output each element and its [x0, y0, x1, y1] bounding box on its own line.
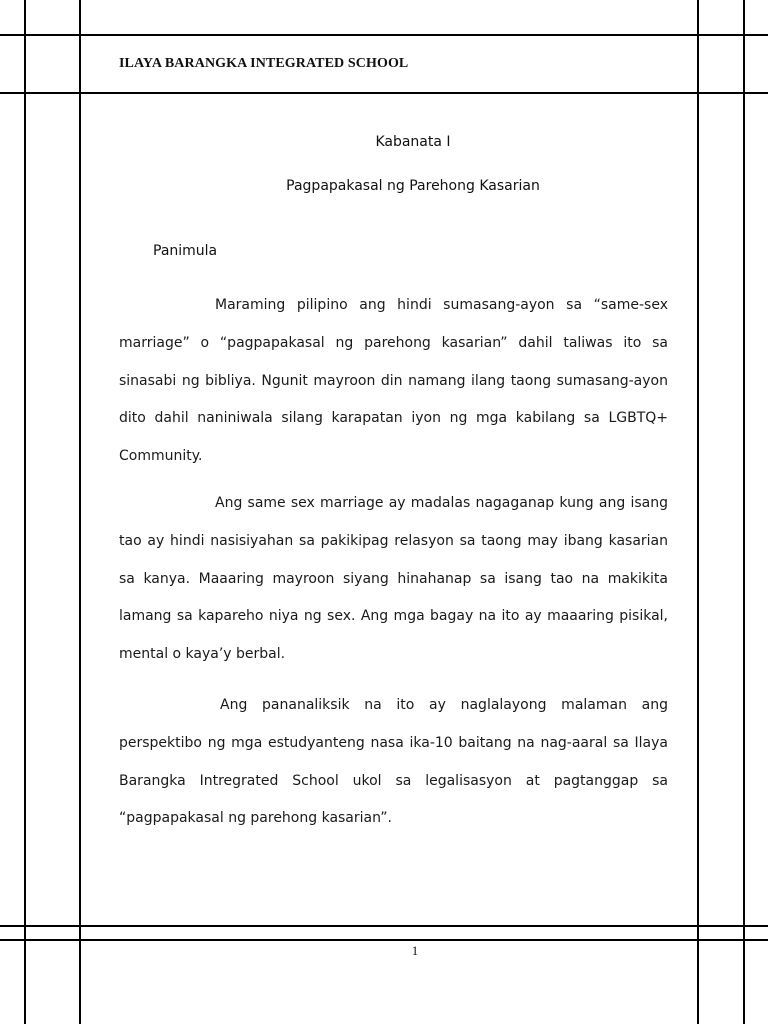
paragraph-2: Ang same sex marriage ay madalas nagaganap kung ang isang tao ay hindi nasisiyahan sa pakikipag relasyon sa taong may ibang kasarian sa kanya. Maaaring mayroon siyang hinahanap sa isang tao na makikita lamang sa kapareho niya ng sex. Ang mga bagay na ito ay maaaring pisikal, mental o kaya’y berbal.: [119, 495, 668, 663]
chapter-title: Pagpapakasal ng Parehong Kasarian: [286, 178, 540, 194]
paragraph-3: Ang pananaliksik na ito ay naglalayong malaman ang perspektibo ng mga estudyanteng nasa ika-10 baitang na nag-aaral sa Ilaya Barangka Intregrated School ukol sa legalisasyon at pagtanggap sa “pagpapakasal ng parehong kasarian”.: [119, 697, 668, 827]
school-header: ILAYA BARANGKA INTEGRATED SCHOOL: [119, 56, 409, 71]
border-line-top-inner: [0, 92, 768, 94]
border-line-top-outer: [0, 34, 768, 36]
border-line-bottom-inner: [0, 925, 768, 927]
border-line-bottom-outer: [0, 939, 768, 941]
border-line-left-inner: [79, 0, 81, 1024]
page-number: 1: [411, 943, 419, 958]
section-heading: Panimula: [153, 243, 218, 259]
border-line-left-outer: [24, 0, 26, 1024]
paragraph-1: Maraming pilipino ang hindi sumasang-ayon sa “same-sex marriage” o “pagpapakasal ng parehong kasarian” dahil taliwas ito sa sinasabi ng bibliya. Ngunit mayroon din namang ilang taong sumasang-ayon dito dahil naniniwala silang karapatan iyon ng mga kabilang sa LGBTQ+ Community.: [119, 297, 668, 465]
border-line-right-inner: [697, 0, 699, 1024]
chapter-label: Kabanata I: [375, 134, 451, 150]
border-line-right-outer: [743, 0, 745, 1024]
